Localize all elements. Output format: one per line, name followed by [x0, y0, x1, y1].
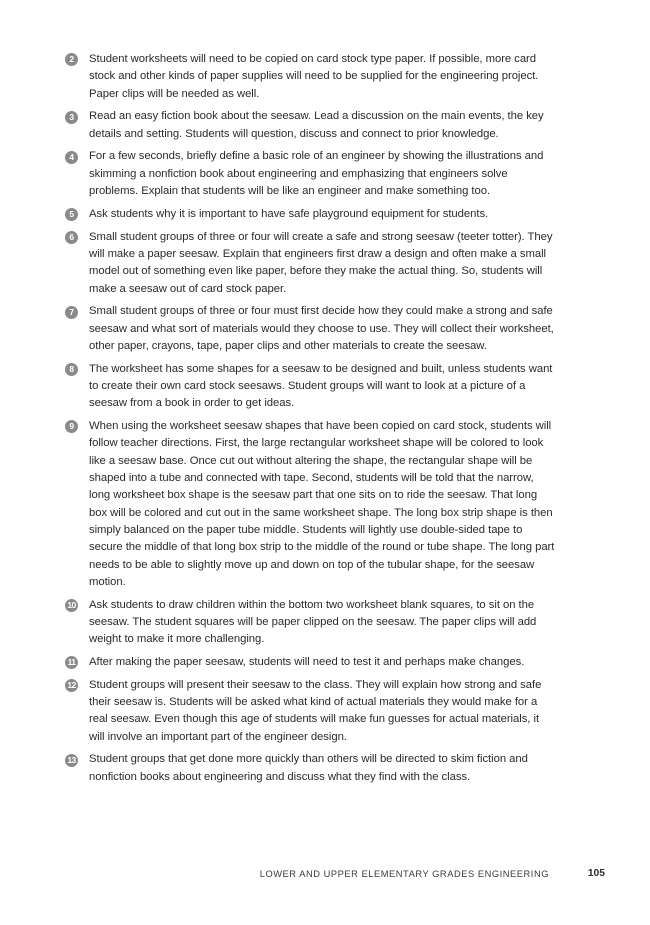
list-item	[65, 148, 555, 200]
step-text: When using the worksheet seesaw shapes that have been copied on card stock, students will follow teacher directions. First, the large rectangular worksheet shape will be colored to look like a seesaw base. Once cut out without altering the shape, the rectangular shape will be shaped into a tube and connected with tape. Second, students will be told that the narrow, long worksheet box shape is the seesaw part that one sits on to ride the seesaw. That long box will be colored and cut out in the same worksheet shape. The long box strip shape is then simply balanced on the paper tube middle. Students will lightly use double-sided tape to secure the middle of that long box strip to the middle of the round or tube shape. The long part needs to be able to slightly move up and down on top of the tubular shape, for the seesaw motion.	[89, 420, 555, 588]
list-item	[65, 303, 555, 355]
step-text: For a few seconds, briefly define a basic role of an engineer by showing the illustrations and skimming a nonfiction book about engineering and emphasizing that engineers solve problems. Explain that students will be like an engineer and make something too.	[89, 150, 544, 198]
step-number-badge: 13	[65, 754, 78, 767]
list-item	[65, 51, 555, 103]
running-footer-title: LOWER AND UPPER ELEMENTARY GRADES ENGINEERING	[259, 869, 549, 879]
list-item	[65, 108, 555, 143]
page-number: 105	[587, 868, 605, 879]
step-number-badge: 4	[65, 151, 78, 164]
list-item	[65, 229, 555, 298]
list-item	[65, 418, 555, 591]
list-item	[65, 654, 555, 671]
step-number-badge: 7	[65, 306, 78, 319]
step-text: Student worksheets will need to be copied on card stock type paper. If possible, more card stock and other kinds of paper supplies will need to be supplied for the engineering project. Paper clips will be needed as well.	[89, 53, 539, 100]
step-number-badge: 5	[65, 208, 78, 221]
step-number-badge: 10	[65, 599, 78, 612]
procedure-steps-list	[65, 51, 555, 792]
step-text: Read an easy fiction book about the seesaw. Lead a discussion on the main events, the key details and setting. Students will question, discuss and connect to prior knowledge.	[89, 110, 544, 140]
list-item	[65, 361, 555, 413]
step-number-badge: 8	[65, 363, 78, 376]
step-text: Ask students to draw children within the bottom two worksheet blank squares, to sit on the seesaw. The student squares will be paper clipped on the seesaw. The paper clips will add weight to make it more challenging.	[89, 598, 537, 646]
step-text: The worksheet has some shapes for a seesaw to be designed and built, unless students want to create their own card stock seesaws. Student groups will want to look at a picture of a seesaw from a book in order to get ideas.	[89, 362, 553, 410]
step-number-badge: 3	[65, 111, 78, 124]
page-footer	[0, 866, 650, 882]
step-number-badge: 6	[65, 231, 78, 244]
step-text: Ask students why it is important to have safe playground equipment for students.	[89, 207, 489, 220]
list-item	[65, 597, 555, 649]
step-text: After making the paper seesaw, students will need to test it and perhaps make changes.	[89, 656, 525, 668]
step-number-badge: 11	[65, 656, 78, 669]
step-text: Small student groups of three or four must first decide how they could make a strong and safe seesaw and what sort of materials would they choose to use. They will collect their worksheet, other paper, crayons, tape, paper clips and other materials to create the seesaw.	[89, 305, 554, 352]
list-item	[65, 206, 555, 223]
step-text: Student groups that get done more quickly than others will be directed to skim fiction and nonfiction books about engineering and discuss what they find with the class.	[89, 753, 528, 783]
step-text: Small student groups of three or four will create a safe and strong seesaw (teeter totter). They will make a paper seesaw. Explain that engineers first draw a design and often make a small model out of something even like paper, before they make the actual thing. So, students will make a seesaw out of card stock paper.	[89, 230, 553, 295]
step-number-badge: 2	[65, 53, 78, 66]
step-text: Student groups will present their seesaw to the class. They will explain how strong and safe their seesaw is. Students will be asked what kind of actual materials they would make for a real seesaw. Even though this age of students will make fun guesses for actual materials, it will involve an important part of the engineer design.	[89, 678, 542, 743]
list-item	[65, 751, 555, 786]
step-number-badge: 9	[65, 420, 78, 433]
step-number-badge: 12	[65, 679, 78, 692]
list-item	[65, 677, 555, 746]
